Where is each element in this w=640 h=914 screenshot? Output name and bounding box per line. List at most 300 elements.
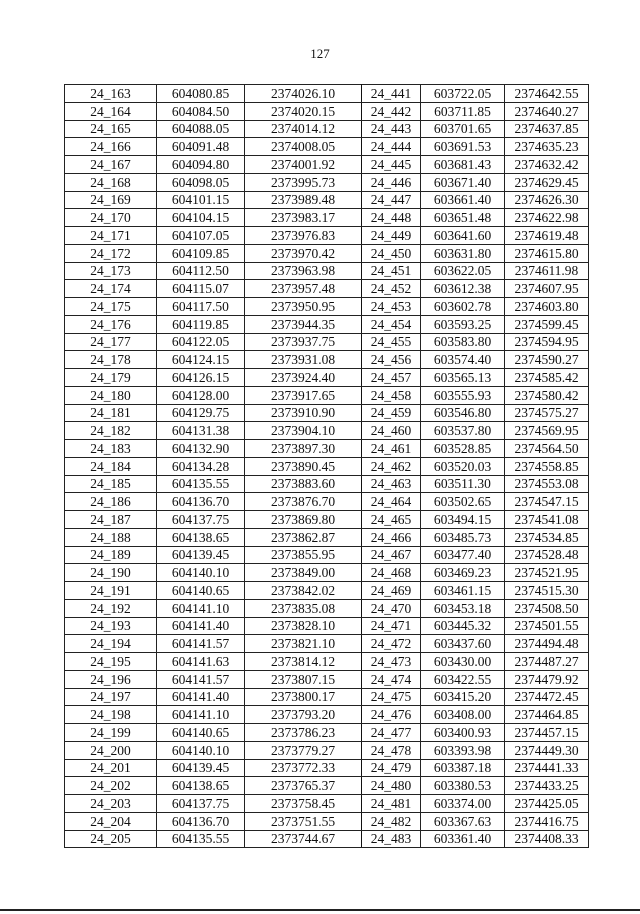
cell-x-left: 604094.80: [157, 156, 245, 174]
table-row: [65, 830, 589, 848]
cell-x-right: 603681.43: [421, 156, 505, 174]
cell-point-id-right: 24_456: [362, 351, 421, 369]
cell-y-right: 2374575.27: [505, 404, 589, 422]
cell-y-left: 2373855.95: [245, 546, 362, 564]
cell-point-id-left: 24_192: [65, 599, 157, 617]
cell-point-id-right: 24_478: [362, 741, 421, 759]
cell-point-id-left: 24_182: [65, 422, 157, 440]
cell-y-right: 2374508.50: [505, 599, 589, 617]
cell-point-id-left: 24_164: [65, 102, 157, 120]
cell-y-right: 2374534.85: [505, 528, 589, 546]
cell-y-left: 2373970.42: [245, 244, 362, 262]
cell-x-left: 604141.40: [157, 688, 245, 706]
cell-point-id-right: 24_464: [362, 493, 421, 511]
cell-point-id-left: 24_175: [65, 298, 157, 316]
cell-x-left: 604101.15: [157, 191, 245, 209]
cell-x-left: 604141.10: [157, 599, 245, 617]
cell-y-right: 2374449.30: [505, 741, 589, 759]
cell-point-id-left: 24_191: [65, 582, 157, 600]
cell-point-id-left: 24_187: [65, 511, 157, 529]
cell-point-id-left: 24_174: [65, 280, 157, 298]
table-row: [65, 706, 589, 724]
cell-y-left: 2373765.37: [245, 777, 362, 795]
cell-x-right: 603555.93: [421, 386, 505, 404]
cell-y-right: 2374590.27: [505, 351, 589, 369]
cell-point-id-right: 24_463: [362, 475, 421, 493]
cell-x-left: 604129.75: [157, 404, 245, 422]
cell-x-right: 603380.53: [421, 777, 505, 795]
cell-y-right: 2374494.48: [505, 635, 589, 653]
cell-y-left: 2373963.98: [245, 262, 362, 280]
cell-y-left: 2373890.45: [245, 457, 362, 475]
cell-x-left: 604141.63: [157, 653, 245, 671]
cell-point-id-left: 24_178: [65, 351, 157, 369]
cell-y-right: 2374629.45: [505, 173, 589, 191]
page-number: 127: [310, 46, 330, 61]
cell-x-left: 604091.48: [157, 138, 245, 156]
cell-x-left: 604131.38: [157, 422, 245, 440]
cell-point-id-right: 24_446: [362, 173, 421, 191]
cell-point-id-right: 24_442: [362, 102, 421, 120]
cell-x-left: 604138.65: [157, 777, 245, 795]
cell-y-left: 2373897.30: [245, 440, 362, 458]
cell-y-left: 2373937.75: [245, 333, 362, 351]
cell-point-id-right: 24_459: [362, 404, 421, 422]
cell-point-id-left: 24_166: [65, 138, 157, 156]
cell-x-left: 604137.75: [157, 511, 245, 529]
cell-point-id-left: 24_199: [65, 724, 157, 742]
cell-x-right: 603537.80: [421, 422, 505, 440]
table-row: [65, 85, 589, 103]
cell-x-left: 604141.57: [157, 635, 245, 653]
cell-point-id-right: 24_444: [362, 138, 421, 156]
cell-point-id-right: 24_441: [362, 85, 421, 103]
table-row: [65, 386, 589, 404]
table-row: [65, 511, 589, 529]
cell-point-id-left: 24_190: [65, 564, 157, 582]
cell-point-id-left: 24_193: [65, 617, 157, 635]
cell-y-right: 2374425.05: [505, 795, 589, 813]
cell-point-id-left: 24_185: [65, 475, 157, 493]
cell-y-left: 2373995.73: [245, 173, 362, 191]
table-row: [65, 333, 589, 351]
cell-x-left: 604140.65: [157, 582, 245, 600]
cell-x-right: 603477.40: [421, 546, 505, 564]
table-row: [65, 564, 589, 582]
cell-x-right: 603511.30: [421, 475, 505, 493]
cell-point-id-right: 24_457: [362, 369, 421, 387]
cell-x-left: 604098.05: [157, 173, 245, 191]
cell-point-id-right: 24_470: [362, 599, 421, 617]
cell-point-id-left: 24_200: [65, 741, 157, 759]
cell-point-id-left: 24_173: [65, 262, 157, 280]
cell-y-left: 2373924.40: [245, 369, 362, 387]
table-row: [65, 795, 589, 813]
cell-point-id-left: 24_168: [65, 173, 157, 191]
cell-point-id-left: 24_196: [65, 670, 157, 688]
cell-y-left: 2373751.55: [245, 812, 362, 830]
cell-x-right: 603711.85: [421, 102, 505, 120]
cell-point-id-right: 24_477: [362, 724, 421, 742]
cell-y-left: 2373842.02: [245, 582, 362, 600]
cell-y-left: 2373883.60: [245, 475, 362, 493]
cell-x-right: 603661.40: [421, 191, 505, 209]
cell-x-left: 604112.50: [157, 262, 245, 280]
cell-x-right: 603415.20: [421, 688, 505, 706]
cell-y-right: 2374640.27: [505, 102, 589, 120]
table-row: [65, 173, 589, 191]
cell-x-right: 603430.00: [421, 653, 505, 671]
cell-y-left: 2373862.87: [245, 528, 362, 546]
coordinate-table-body: [65, 85, 589, 848]
cell-point-id-left: 24_167: [65, 156, 157, 174]
table-row: [65, 653, 589, 671]
table-row: [65, 546, 589, 564]
cell-point-id-left: 24_163: [65, 85, 157, 103]
cell-point-id-left: 24_169: [65, 191, 157, 209]
cell-x-right: 603469.23: [421, 564, 505, 582]
cell-x-right: 603408.00: [421, 706, 505, 724]
cell-y-right: 2374615.80: [505, 244, 589, 262]
cell-x-right: 603722.05: [421, 85, 505, 103]
cell-x-left: 604134.28: [157, 457, 245, 475]
cell-x-right: 603374.00: [421, 795, 505, 813]
cell-point-id-left: 24_165: [65, 120, 157, 138]
cell-y-right: 2374607.95: [505, 280, 589, 298]
cell-x-left: 604140.65: [157, 724, 245, 742]
cell-y-right: 2374626.30: [505, 191, 589, 209]
cell-y-right: 2374585.42: [505, 369, 589, 387]
cell-x-right: 603583.80: [421, 333, 505, 351]
cell-y-right: 2374541.08: [505, 511, 589, 529]
table-row: [65, 635, 589, 653]
cell-x-right: 603453.18: [421, 599, 505, 617]
cell-point-id-left: 24_189: [65, 546, 157, 564]
cell-y-left: 2373917.65: [245, 386, 362, 404]
cell-x-left: 604080.85: [157, 85, 245, 103]
cell-y-right: 2374515.30: [505, 582, 589, 600]
cell-y-right: 2374599.45: [505, 315, 589, 333]
cell-point-id-right: 24_462: [362, 457, 421, 475]
cell-y-left: 2373807.15: [245, 670, 362, 688]
cell-point-id-right: 24_445: [362, 156, 421, 174]
cell-point-id-left: 24_181: [65, 404, 157, 422]
cell-point-id-left: 24_203: [65, 795, 157, 813]
table-row: [65, 262, 589, 280]
cell-y-right: 2374528.48: [505, 546, 589, 564]
cell-point-id-left: 24_194: [65, 635, 157, 653]
cell-x-right: 603461.15: [421, 582, 505, 600]
cell-point-id-right: 24_460: [362, 422, 421, 440]
cell-x-right: 603612.38: [421, 280, 505, 298]
cell-y-right: 2374433.25: [505, 777, 589, 795]
cell-x-right: 603593.25: [421, 315, 505, 333]
table-row: [65, 777, 589, 795]
table-row: [65, 298, 589, 316]
cell-x-right: 603400.93: [421, 724, 505, 742]
cell-y-left: 2373779.27: [245, 741, 362, 759]
cell-y-right: 2374580.42: [505, 386, 589, 404]
table-row: [65, 724, 589, 742]
cell-point-id-right: 24_483: [362, 830, 421, 848]
table-row: [65, 138, 589, 156]
cell-y-left: 2373910.90: [245, 404, 362, 422]
cell-y-left: 2374014.12: [245, 120, 362, 138]
cell-point-id-right: 24_450: [362, 244, 421, 262]
cell-point-id-left: 24_180: [65, 386, 157, 404]
cell-point-id-left: 24_201: [65, 759, 157, 777]
cell-point-id-right: 24_451: [362, 262, 421, 280]
table-row: [65, 812, 589, 830]
cell-point-id-right: 24_472: [362, 635, 421, 653]
cell-x-left: 604139.45: [157, 546, 245, 564]
cell-y-right: 2374464.85: [505, 706, 589, 724]
table-row: [65, 582, 589, 600]
cell-y-right: 2374564.50: [505, 440, 589, 458]
table-row: [65, 688, 589, 706]
table-row: [65, 351, 589, 369]
cell-x-left: 604104.15: [157, 209, 245, 227]
cell-y-left: 2373976.83: [245, 227, 362, 245]
table-row: [65, 440, 589, 458]
cell-y-right: 2374479.92: [505, 670, 589, 688]
table-row: [65, 759, 589, 777]
table-row: [65, 599, 589, 617]
cell-point-id-right: 24_449: [362, 227, 421, 245]
cell-point-id-right: 24_454: [362, 315, 421, 333]
cell-point-id-right: 24_475: [362, 688, 421, 706]
cell-y-left: 2373989.48: [245, 191, 362, 209]
cell-point-id-left: 24_179: [65, 369, 157, 387]
cell-point-id-right: 24_467: [362, 546, 421, 564]
cell-x-left: 604115.07: [157, 280, 245, 298]
cell-x-left: 604135.55: [157, 475, 245, 493]
cell-y-left: 2373869.80: [245, 511, 362, 529]
cell-y-left: 2374008.05: [245, 138, 362, 156]
table-row: [65, 244, 589, 262]
cell-y-left: 2373814.12: [245, 653, 362, 671]
table-row: [65, 493, 589, 511]
cell-point-id-left: 24_172: [65, 244, 157, 262]
cell-y-left: 2373950.95: [245, 298, 362, 316]
cell-y-left: 2373786.23: [245, 724, 362, 742]
cell-x-right: 603445.32: [421, 617, 505, 635]
cell-y-left: 2374001.92: [245, 156, 362, 174]
cell-x-right: 603387.18: [421, 759, 505, 777]
cell-y-left: 2373904.10: [245, 422, 362, 440]
table-row: [65, 191, 589, 209]
cell-y-right: 2374472.45: [505, 688, 589, 706]
cell-y-left: 2373828.10: [245, 617, 362, 635]
table-row: [65, 209, 589, 227]
cell-y-left: 2373931.08: [245, 351, 362, 369]
cell-x-right: 603651.48: [421, 209, 505, 227]
cell-x-left: 604139.45: [157, 759, 245, 777]
cell-y-right: 2374408.33: [505, 830, 589, 848]
cell-y-right: 2374611.98: [505, 262, 589, 280]
cell-point-id-right: 24_476: [362, 706, 421, 724]
cell-x-right: 603546.80: [421, 404, 505, 422]
cell-point-id-right: 24_452: [362, 280, 421, 298]
cell-x-left: 604126.15: [157, 369, 245, 387]
cell-x-left: 604084.50: [157, 102, 245, 120]
cell-point-id-left: 24_202: [65, 777, 157, 795]
cell-point-id-right: 24_453: [362, 298, 421, 316]
cell-point-id-left: 24_198: [65, 706, 157, 724]
table-row: [65, 457, 589, 475]
table-row: [65, 528, 589, 546]
cell-y-left: 2373876.70: [245, 493, 362, 511]
cell-point-id-left: 24_197: [65, 688, 157, 706]
cell-x-left: 604109.85: [157, 244, 245, 262]
cell-x-right: 603520.03: [421, 457, 505, 475]
cell-y-left: 2373944.35: [245, 315, 362, 333]
cell-point-id-left: 24_186: [65, 493, 157, 511]
cell-x-right: 603622.05: [421, 262, 505, 280]
cell-x-left: 604138.65: [157, 528, 245, 546]
cell-x-right: 603437.60: [421, 635, 505, 653]
cell-y-right: 2374569.95: [505, 422, 589, 440]
cell-x-right: 603528.85: [421, 440, 505, 458]
table-row: [65, 102, 589, 120]
cell-y-right: 2374632.42: [505, 156, 589, 174]
cell-point-id-left: 24_177: [65, 333, 157, 351]
cell-y-right: 2374637.85: [505, 120, 589, 138]
cell-x-right: 603361.40: [421, 830, 505, 848]
cell-point-id-right: 24_481: [362, 795, 421, 813]
cell-y-right: 2374441.33: [505, 759, 589, 777]
cell-y-right: 2374547.15: [505, 493, 589, 511]
cell-point-id-right: 24_480: [362, 777, 421, 795]
table-row: [65, 315, 589, 333]
cell-y-left: 2373983.17: [245, 209, 362, 227]
cell-y-right: 2374642.55: [505, 85, 589, 103]
cell-x-left: 604140.10: [157, 741, 245, 759]
cell-point-id-left: 24_205: [65, 830, 157, 848]
cell-x-left: 604141.10: [157, 706, 245, 724]
cell-point-id-left: 24_171: [65, 227, 157, 245]
cell-x-right: 603565.13: [421, 369, 505, 387]
cell-point-id-right: 24_448: [362, 209, 421, 227]
cell-x-left: 604088.05: [157, 120, 245, 138]
cell-point-id-right: 24_461: [362, 440, 421, 458]
cell-point-id-right: 24_468: [362, 564, 421, 582]
cell-x-left: 604117.50: [157, 298, 245, 316]
table-row: [65, 227, 589, 245]
cell-point-id-right: 24_482: [362, 812, 421, 830]
cell-x-left: 604107.05: [157, 227, 245, 245]
table-row: [65, 475, 589, 493]
cell-point-id-left: 24_176: [65, 315, 157, 333]
cell-x-right: 603701.65: [421, 120, 505, 138]
cell-y-left: 2374020.15: [245, 102, 362, 120]
cell-x-left: 604128.00: [157, 386, 245, 404]
cell-x-right: 603671.40: [421, 173, 505, 191]
cell-y-right: 2374619.48: [505, 227, 589, 245]
cell-x-left: 604140.10: [157, 564, 245, 582]
cell-x-right: 603691.53: [421, 138, 505, 156]
cell-y-left: 2373744.67: [245, 830, 362, 848]
cell-x-left: 604135.55: [157, 830, 245, 848]
cell-y-right: 2374622.98: [505, 209, 589, 227]
cell-x-right: 603367.63: [421, 812, 505, 830]
cell-y-right: 2374553.08: [505, 475, 589, 493]
table-row: [65, 741, 589, 759]
cell-x-left: 604122.05: [157, 333, 245, 351]
cell-point-id-right: 24_455: [362, 333, 421, 351]
cell-x-left: 604141.40: [157, 617, 245, 635]
cell-point-id-right: 24_471: [362, 617, 421, 635]
table-row: [65, 120, 589, 138]
table-row: [65, 422, 589, 440]
cell-x-left: 604119.85: [157, 315, 245, 333]
table-row: [65, 617, 589, 635]
cell-point-id-right: 24_443: [362, 120, 421, 138]
cell-x-right: 603485.73: [421, 528, 505, 546]
cell-point-id-left: 24_183: [65, 440, 157, 458]
cell-point-id-left: 24_170: [65, 209, 157, 227]
table-row: [65, 670, 589, 688]
cell-point-id-right: 24_479: [362, 759, 421, 777]
coordinate-table: [64, 84, 589, 848]
cell-y-left: 2373821.10: [245, 635, 362, 653]
cell-point-id-right: 24_447: [362, 191, 421, 209]
cell-y-right: 2374501.55: [505, 617, 589, 635]
cell-y-left: 2373849.00: [245, 564, 362, 582]
cell-point-id-right: 24_458: [362, 386, 421, 404]
cell-x-right: 603574.40: [421, 351, 505, 369]
cell-y-left: 2373957.48: [245, 280, 362, 298]
cell-x-right: 603502.65: [421, 493, 505, 511]
cell-y-right: 2374635.23: [505, 138, 589, 156]
cell-y-left: 2373772.33: [245, 759, 362, 777]
cell-point-id-right: 24_473: [362, 653, 421, 671]
cell-y-left: 2373800.17: [245, 688, 362, 706]
cell-y-left: 2373758.45: [245, 795, 362, 813]
scan-edge-line: [0, 909, 640, 911]
cell-point-id-right: 24_465: [362, 511, 421, 529]
cell-x-left: 604136.70: [157, 812, 245, 830]
cell-x-left: 604124.15: [157, 351, 245, 369]
table-row: [65, 404, 589, 422]
cell-y-right: 2374603.80: [505, 298, 589, 316]
cell-x-left: 604132.90: [157, 440, 245, 458]
cell-point-id-right: 24_466: [362, 528, 421, 546]
cell-x-right: 603422.55: [421, 670, 505, 688]
cell-y-right: 2374416.75: [505, 812, 589, 830]
cell-y-left: 2373793.20: [245, 706, 362, 724]
cell-point-id-right: 24_469: [362, 582, 421, 600]
cell-x-right: 603393.98: [421, 741, 505, 759]
cell-y-left: 2374026.10: [245, 85, 362, 103]
table-row: [65, 280, 589, 298]
cell-x-left: 604136.70: [157, 493, 245, 511]
cell-point-id-left: 24_204: [65, 812, 157, 830]
cell-x-right: 603494.15: [421, 511, 505, 529]
cell-point-id-left: 24_195: [65, 653, 157, 671]
cell-point-id-right: 24_474: [362, 670, 421, 688]
cell-y-left: 2373835.08: [245, 599, 362, 617]
cell-point-id-left: 24_184: [65, 457, 157, 475]
cell-point-id-left: 24_188: [65, 528, 157, 546]
cell-y-right: 2374487.27: [505, 653, 589, 671]
cell-x-right: 603631.80: [421, 244, 505, 262]
cell-y-right: 2374521.95: [505, 564, 589, 582]
cell-x-left: 604137.75: [157, 795, 245, 813]
cell-x-left: 604141.57: [157, 670, 245, 688]
table-row: [65, 156, 589, 174]
cell-y-right: 2374594.95: [505, 333, 589, 351]
